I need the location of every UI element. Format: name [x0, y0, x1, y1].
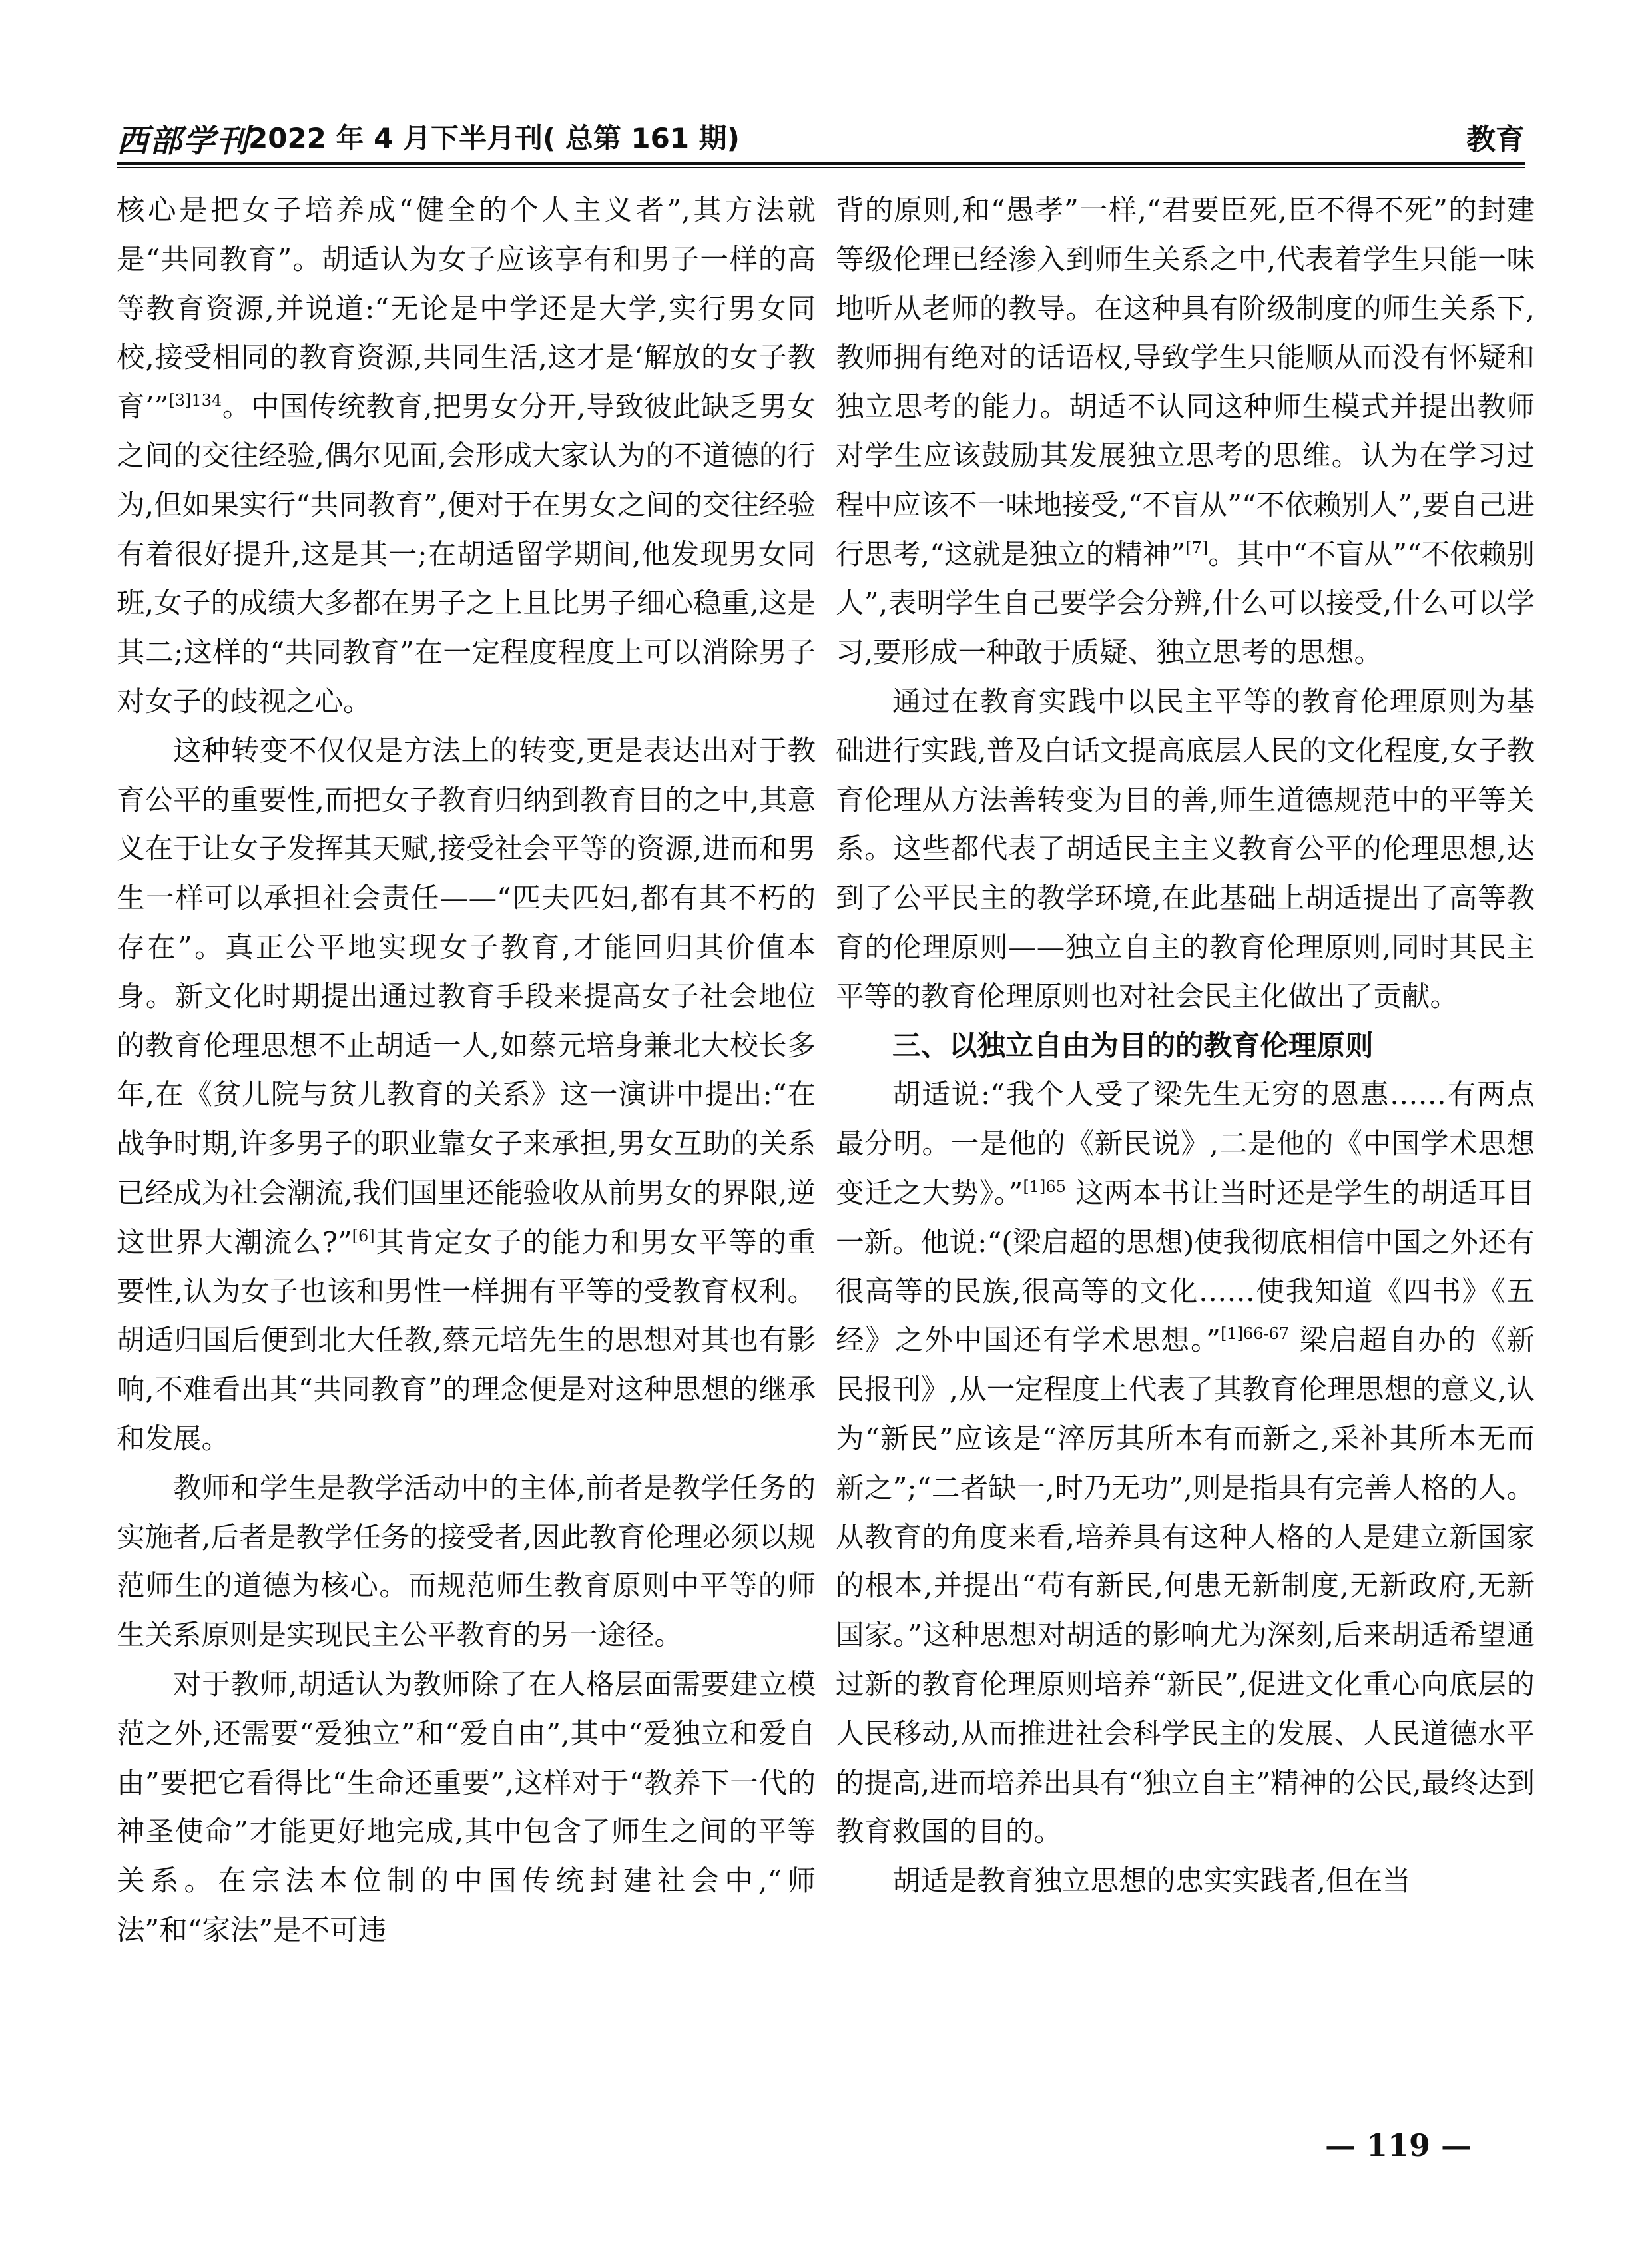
text-run: 这两本书让当时还是学生的胡适耳目一新。他说:“(梁启超的思想)使我彻底相信中国之外还有很高等的民族,很高等的文化……使我知道《四书》《五经》之外中国还有学术思想。” [836, 1177, 1535, 1358]
citation-ref: [3]134 [168, 391, 222, 410]
text-run: 通过在教育实践中以民主平等的教育伦理原则为基础进行实践,普及白话文提高底层人民的文化程度,女子教育伦理从方法善转变为目的善,师生道德规范中的平等关系。这些都代表了胡适民主主义教育公平的伦理思想,达到了公平民主的教学环境,在此基础上胡适提出了高等教育的伦理原则——独立自主的教育伦理原则,同时其民主平等的教育伦理原则也对社会民主化做出了贡献。 [836, 685, 1535, 1013]
text-run: 。其中“不盲从”“不依赖别人”,表明学生自己要学会分辨,什么可以接受,什么可以学习,要形成一种敢于质疑、独立思考的思想。 [836, 538, 1535, 670]
paragraph [117, 1661, 816, 1956]
paragraph [836, 1857, 1535, 1906]
section-heading: 三、以独立自由为目的的教育伦理原则 [892, 1029, 1374, 1063]
citation-ref: [1]65 [1023, 1177, 1066, 1196]
journal-logo: 西部学刊 [117, 123, 250, 160]
paragraph [117, 186, 816, 727]
text-run: 教师和学生是教学活动中的主体,前者是教学任务的实施者,后者是教学任务的接受者,因此教育伦理必须以规范师生的道德为核心。而规范师生教育原则中平等的师生关系原则是实现民主公平教育的另一途径。 [117, 1472, 816, 1653]
paragraph [117, 1464, 816, 1661]
text-run: 这种转变不仅仅是方法上的转变,更是表达出对于教育公平的重要性,而把女子教育归纳到教育目的之中,其意义在于让女子发挥其天赋,接受社会平等的资源,进而和男生一样可以承担社会责任——“匹夫匹妇,都有其不朽的存在”。真正公平地实现女子教育,才能回归其价值本身。新文化时期提出通过教育手段来提高女子社会地位的教育伦理思想不止胡适一人,如蔡元培身兼北大校长多年,在《贫儿院与贫儿教育的关系》这一演讲中提出:“在战争时期,许多男子的职业靠女子来承担,男女互助的关系已经成为社会潮流,我们国里还能验收从前男女的界限,逆这世界大潮流么?” [117, 734, 816, 1259]
text-run: 背的原则,和“愚孝”一样,“君要臣死,臣不得不死”的封建等级伦理已经渗入到师生关系之中,代表着学生只能一味地听从老师的教导。在这种具有阶级制度的师生关系下,教师拥有绝对的话语权,导致学生只能顺从而没有怀疑和独立思考的能力。胡适不认同这种师生模式并提出教师对学生应该鼓励其发展独立思考的思维。认为在学习过程中应该不一味地接受,“不盲从”“不依赖别人”,要自己进行思考,“这就是独立的精神” [836, 194, 1535, 571]
paragraph [836, 678, 1535, 1022]
text-run: 核心是把女子培养成“健全的个人主义者”,其方法就是“共同教育”。胡适认为女子应该享有和男子一样的高等教育资源,并说道:“无论是中学还是大学,实行男女同校,接受相同的教育资源,共同生活,这才是‘解放的女子教育’” [117, 194, 816, 424]
citation-ref: [7] [1185, 538, 1209, 557]
right-column [836, 186, 1535, 1906]
paragraph [836, 1071, 1535, 1857]
paragraph [836, 186, 1535, 678]
text-run: 对于教师,胡适认为教师除了在人格层面需要建立模范之外,还需要“爱独立”和“爱自由”,其中“爱独立和爱自由”要把它看得比“生命还重要”,这样对于“教养下一代的神圣使命”才能更好地完成,其中包含了师生之间的平等关系。在宗法本位制的中国传统封建社会中,“师法”和“家法”是不可违 [117, 1668, 816, 1947]
page-number: — 119 — [1325, 2127, 1472, 2163]
text-run: 其肯定女子的能力和男女平等的重要性,认为女子也该和男性一样拥有平等的受教育权利。胡适归国后便到北大任教,蔡元培先生的思想对其也有影响,不难看出其“共同教育”的理念便是对这种思想的继承和发展。 [117, 1226, 816, 1456]
text-run: 。中国传统教育,把男女分开,导致彼此缺乏男女之间的交往经验,偶尔见面,会形成大家认为的不道德的行为,但如果实行“共同教育”,便对于在男女之间的交往经验有着很好提升,这是其一;在胡适留学期间,他发现男女同班,女子的成绩大多都在男子之上且比男子细心稳重,这是其二;这样的“共同教育”在一定程度程度上可以消除男子对女子的歧视之心。 [117, 391, 816, 718]
text-run: 梁启超自办的《新民报刊》,从一定程度上代表了其教育伦理思想的意义,认为“新民”应该是“淬厉其所本有而新之,采补其所本无而新之”;“二者缺一,时乃无功”,则是指具有完善人格的人。从教育的角度来看,培养具有这种人格的人是建立新国家的根本,并提出“苟有新民,何患无新制度,无新政府,无新国家。”这种思想对胡适的影响尤为深刻,后来胡适希望通过新的教育伦理原则培养“新民”,促进文化重心向底层的人民移动,从而推进社会科学民主的发展、人民道德水平的提高,进而培养出具有“独立自主”精神的公民,最终达到教育救国的目的。 [836, 1324, 1535, 1849]
paragraph [117, 727, 816, 1464]
section-title: 教育 [1466, 123, 1525, 156]
text-run: 胡适说:“我个人受了梁先生无穷的恩惠……有两点最分明。一是他的《新民说》,二是他的《中国学术思想变迁之大势》。” [836, 1079, 1535, 1210]
header-rule [117, 162, 1525, 168]
text-run: 胡适是教育独立思想的忠实实践者,但在当 [892, 1865, 1411, 1898]
left-column [117, 186, 816, 1956]
running-header [117, 110, 1525, 162]
issue-info: 2022 年 4 月下半月刊( 总第 161 期) [248, 122, 740, 154]
citation-ref: [6] [352, 1226, 375, 1245]
citation-ref: [1]66-67 [1220, 1324, 1290, 1344]
